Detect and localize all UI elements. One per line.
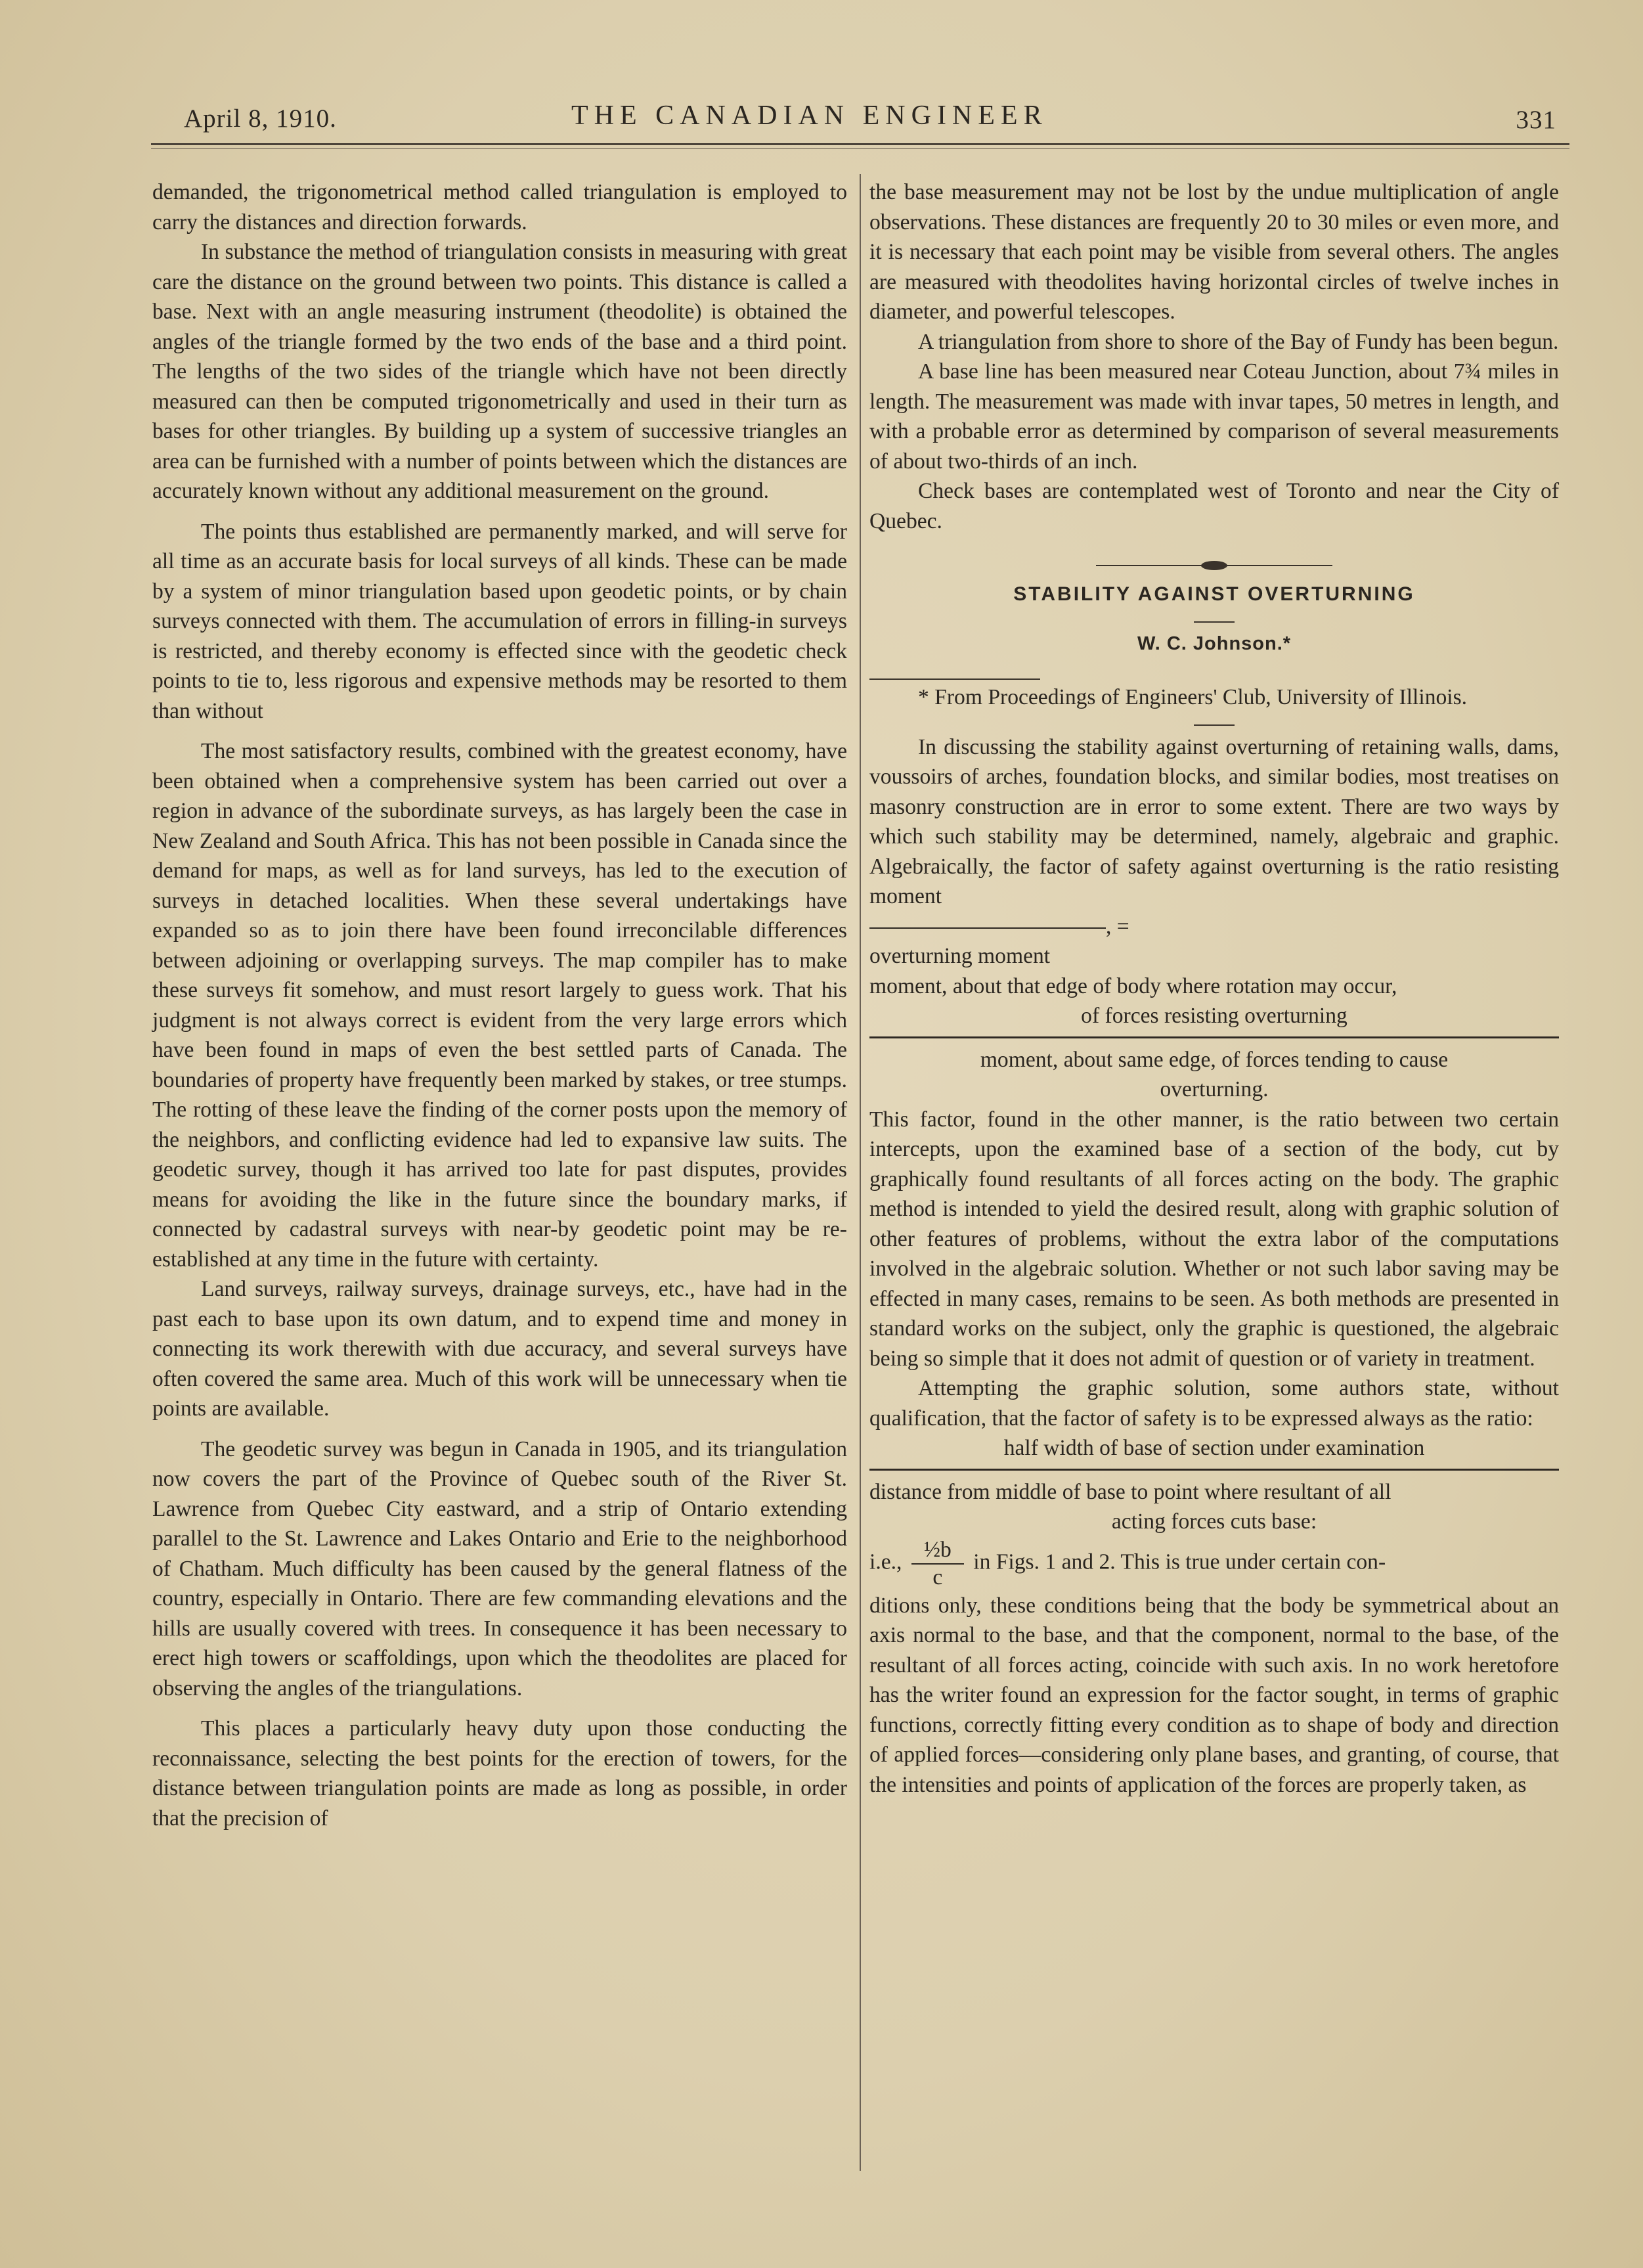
paragraph: Land surveys, railway surveys, drainage surveys, etc., have had in the past each to base upon its own datum, and to expend time and money in connecting its work therewith with due accuracy, and several surveys have often covered the same area. Much of this work will be unnecessary when tie points are available. — [152, 1277, 847, 1421]
title-rule — [1194, 621, 1235, 623]
column-divider — [860, 174, 861, 2171]
fraction-bar — [869, 1469, 1559, 1471]
fraction-numerator: of forces resisting overturning — [1081, 1004, 1347, 1028]
issue-date: April 8, 1910. — [184, 104, 337, 133]
ratio-denominator: overturning moment — [869, 944, 1051, 968]
article-author: W. C. Johnson.* — [1137, 633, 1292, 654]
left-column — [152, 177, 847, 1833]
article-title: STABILITY AGAINST OVERTURNING — [1013, 583, 1415, 605]
paragraph: demanded, the trigonometrical method called triangulation is employed to carry the distances and direction forwards. — [152, 180, 847, 234]
footnote-rule — [869, 678, 1040, 680]
paragraph: The points thus established are permanently marked, and will serve for all time as an accurate basis for local surveys of all kinds. These can be made by a system of minor triangulation based upon geodetic points, or by chain surveys connected with them. The accumulation of errors in filling-in surveys is restricted, and thereby economy is effected since with the geodetic check points to tie to, less rigorous and expensive methods may be resorted to them than without — [152, 519, 847, 723]
fraction-bar — [869, 1036, 1559, 1038]
paragraph: The geodetic survey was begun in Canada in 1905, and its triangulation now covers the part of the Province of Quebec south of the River St. Lawrence from Quebec City eastward, and a strip of Ontario extending parallel to the St. Lawrence and Lakes Ontario and Erie to the neighborhood of Chatham. Much difficulty has been caused by the general flatness of the country, especially in Ontario. There are few commanding elevations and the hills are usually covered with trees. In consequence it has been necessary to erect high towers or scaffoldings, upon which the theodolites are placed for observing the angles of the triangulations. — [152, 1436, 847, 1701]
paragraph: In substance the method of triangulation consists in measuring with great care the distance on the ground between two points. This distance is called a base. Next with an angle measuring instrument (theodolite) is obtained the angles of the triangle formed by the two ends of the base and a third point. The lengths of the two sides of the triangle which have not been directly measured can then be computed trigonometrically and used in their turn as bases for other triangles. By building up a system of successive triangles an area can be furnished with a number of points between which the distances are accurately known without any additional measurement on the ground. — [152, 240, 847, 503]
fraction-denominator: moment, about same edge, of forces tending to cause — [980, 1047, 1449, 1072]
running-header — [151, 99, 1556, 138]
fraction-denominator: distance from middle of base to point where resultant of all — [869, 1479, 1391, 1504]
paragraph: This factor, found in the other manner, is the ratio between two certain intercepts, upon the examined base of a section of the body, cut by graphically found resultants of all forces acting on the body. The graphic method is intended to yield the desired result, along with graphic solution of other features of problems, without the extra labor of the computations involved in the algebraic solution. Whether or not such labor saving may be effected in many cases, remains to be seen. As both methods are presented in standard works on the subject, only the graphic is questioned, the algebraic being so simple that it does not admit of question or of variety in treatment. — [869, 1107, 1559, 1371]
fraction-denominator: overturning. — [1160, 1077, 1269, 1101]
ratio-line: , = — [869, 912, 1559, 942]
paragraph: The most satisfactory results, combined with the greatest economy, have been obtained when a comprehensive system has been carried out over a region in advance of the subordinate surveys, as has largely been the case in New Zealand and South Africa. This has not been possible in Canada since the demand for maps, as well as for land surveys, has led to the execution of surveys in detached localities. When these several undertakings have expanded so as to join there have been found irreconcilable differences between adjoining or overlapping surveys. The map compiler has to make these surveys fit somehow, and must resort largely to guess work. That his judgment is not always correct is evident from the very large errors which have been found in maps of even the best settled parts of Canada. The boundaries of property have frequently been marked by stakes, or tree stumps. The rotting of these leave the finding of the corner posts upon the memory of the neighbors, and conflicting evidence had led to expansive law suits. The geodetic survey, though it has arrived too late for past disputes, provides means for avoiding the like in the future since the boundary marks, if connected by cadastral surveys with near-by geodetic point may be re-established at any time in the future with certainty. — [152, 739, 847, 1272]
section-ornament — [869, 550, 1559, 564]
ie-formula-line: i.e., $\frac{\text{½b}}{c}$ in Figs. 1 and 2. This is true under certain con- — [869, 1537, 1386, 1590]
fraction-denominator: acting forces cuts base: — [1111, 1509, 1317, 1534]
fraction-numerator: moment, about that edge of body where rotation may occur, — [869, 973, 1397, 998]
right-column — [869, 177, 1559, 1800]
footnote-end-rule — [1194, 724, 1235, 726]
header-rule-thin — [151, 148, 1569, 149]
paragraph: In discussing the stability against overturning of retaining walls, dams, voussoirs of arches, foundation blocks, and similar bodies, most treatises on masonry construction are in error to some extent. There are two ways by which such stability may be determined, namely, algebraic and graphic. Algebraically, the factor of safety against overturning is the ratio resisting moment — [869, 734, 1559, 908]
journal-title: THE CANADIAN ENGINEER — [571, 100, 1048, 131]
paragraph: This places a particularly heavy duty upon those conducting the reconnaissance, selecting the best points for the erection of towers, for the distance between triangulation points are made as long as possible, in order that the precision of — [152, 1716, 847, 1831]
footnote: * From Proceedings of Engineers' Club, University of Illinois. — [918, 685, 1468, 709]
paragraph: the base measurement may not be lost by the undue multiplication of angle observations. These distances are frequently 20 to 30 miles or even more, and it is necessary that each point may be visible from several others. The angles are measured with theodolites having horizontal circles of twelve inches in diameter, and powerful telescopes. — [869, 180, 1559, 324]
page-number: 331 — [1516, 106, 1556, 134]
header-rule — [151, 143, 1569, 145]
inline-fraction: $\frac{\text{½b}}{c}$ — [911, 1537, 964, 1591]
paragraph: Attempting the graphic solution, some authors state, without qualification, that the factor of safety is to be expressed always as the ratio: — [869, 1376, 1559, 1431]
paragraph: Check bases are contemplated west of Toronto and near the City of Quebec. — [869, 479, 1559, 533]
paragraph: A triangulation from shore to shore of the Bay of Fundy has been begun. — [918, 329, 1559, 354]
paragraph: ditions only, these conditions being that the body be symmetrical about an axis normal to the base, and that the component, normal to the base, of the resultant of all forces acting, coincide with such axis. In no work heretofore has the writer found an expression for the factor sought, in terms of graphic functions, correctly fitting every condition as to shape of body and direction of applied forces—considering only plane bases, and granting, of course, that the intensities and points of application of the forces are properly taken, as — [869, 1593, 1559, 1797]
fraction-numerator: half width of base of section under examination — [1003, 1436, 1425, 1460]
paragraph: A base line has been measured near Coteau Junction, about 7¾ miles in length. The measurement was made with invar tapes, 50 metres in length, and with a probable error as determined by comparison of several measurements of about two-thirds of an inch. — [869, 359, 1559, 474]
